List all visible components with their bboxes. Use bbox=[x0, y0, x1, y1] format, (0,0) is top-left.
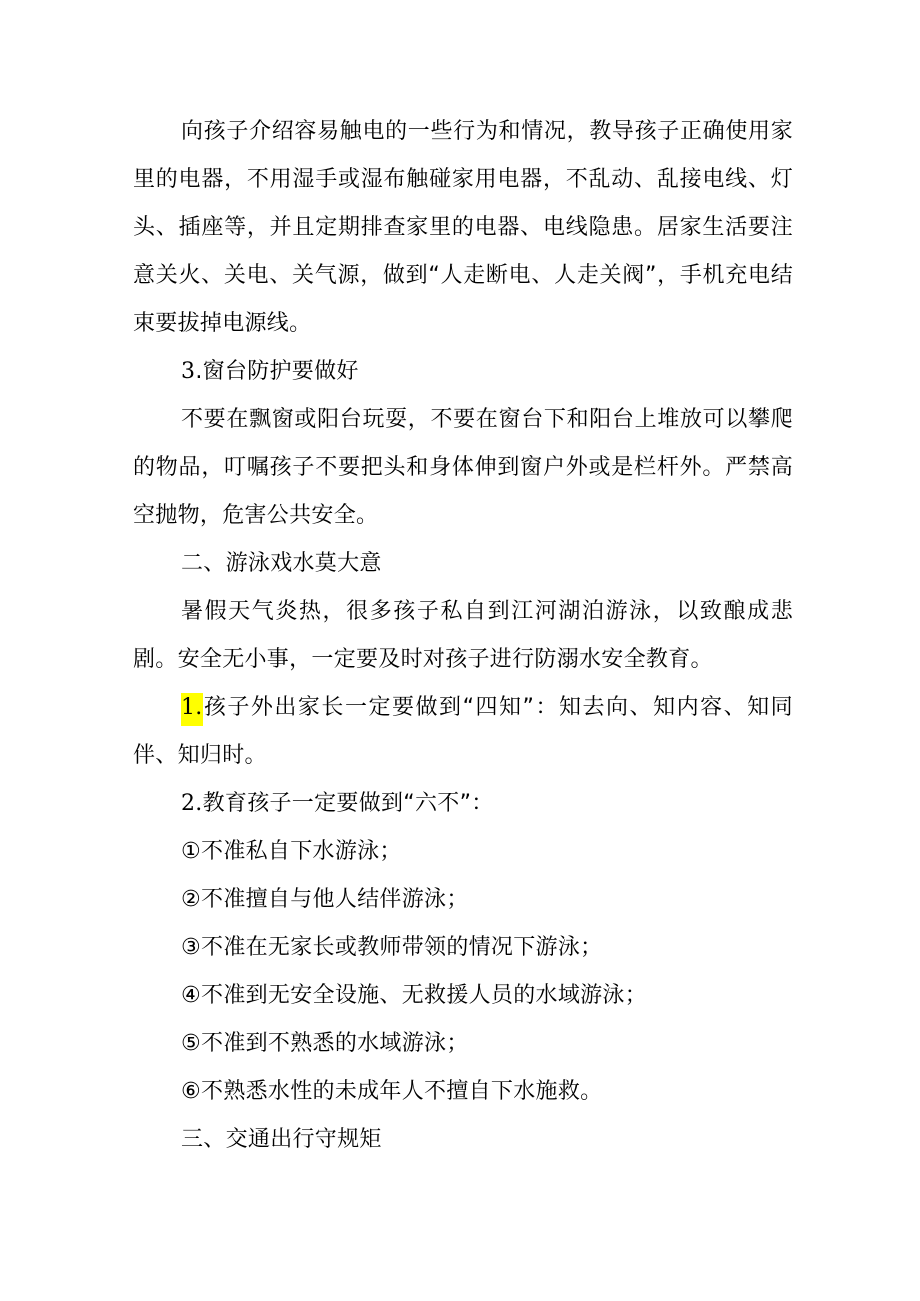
rule-item: ①不准私自下水游泳； bbox=[181, 839, 402, 864]
rule-item: ③不准在无家长或教师带领的情况下游泳； bbox=[181, 935, 603, 960]
section-heading-traffic: 三、交通出行守规矩 bbox=[181, 1127, 382, 1152]
rule-item: ④不准到无安全设施、无救援人员的水域游泳； bbox=[181, 983, 648, 1008]
list-item-text: 教育孩子一定要做到“六不”： bbox=[202, 791, 494, 816]
paragraph-swimming-intro: 暑假天气炎热，很多孩子私自到江河湖泊游泳，以致酿成悲剧。安全无小事，一定要及时对孩子进行防溺水安全教育。 bbox=[133, 599, 793, 672]
paragraph-window-safety: 不要在飘窗或阳台玩耍，不要在窗台下和阳台上堆放可以攀爬的物品，叮嘱孩子不要把头和身体伸到窗户外或是栏杆外。严禁高空抛物，危害公共安全。 bbox=[133, 407, 793, 528]
rule-item: ⑤不准到不熟悉的水域游泳； bbox=[181, 1031, 469, 1056]
heading-text: .窗台防护要做好 bbox=[195, 359, 359, 384]
list-item-text: 孩子外出家长一定要做到“四知”：知去向、知内容、知同伴、知归时。 bbox=[133, 695, 793, 768]
highlighted-number: 1. bbox=[181, 693, 203, 726]
list-item-four-knows bbox=[133, 684, 793, 780]
rule-item: ⑥不熟悉水性的未成年人不擅自下水施救。 bbox=[181, 1079, 603, 1104]
heading-number: 3 bbox=[181, 359, 196, 384]
paragraph-electric-safety: 向孩子介绍容易触电的一些行为和情况，教导孩子正确使用家里的电器，不用湿手或湿布触碰家用电器，不乱动、乱接电线、灯头、插座等，并且定期排查家里的电器、电线隐患。居家生活要注意关火、关电、关气源，做到“人走断电、人走关阀”，手机充电结束要拔掉电源线。 bbox=[133, 119, 793, 336]
rule-item: ②不准擅自与他人结伴游泳； bbox=[181, 887, 469, 912]
list-item-number: 2. bbox=[181, 791, 203, 816]
list-item-six-nots bbox=[181, 780, 494, 828]
section-heading-swimming: 二、游泳戏水莫大意 bbox=[181, 551, 382, 576]
heading-window-safety bbox=[181, 348, 359, 396]
